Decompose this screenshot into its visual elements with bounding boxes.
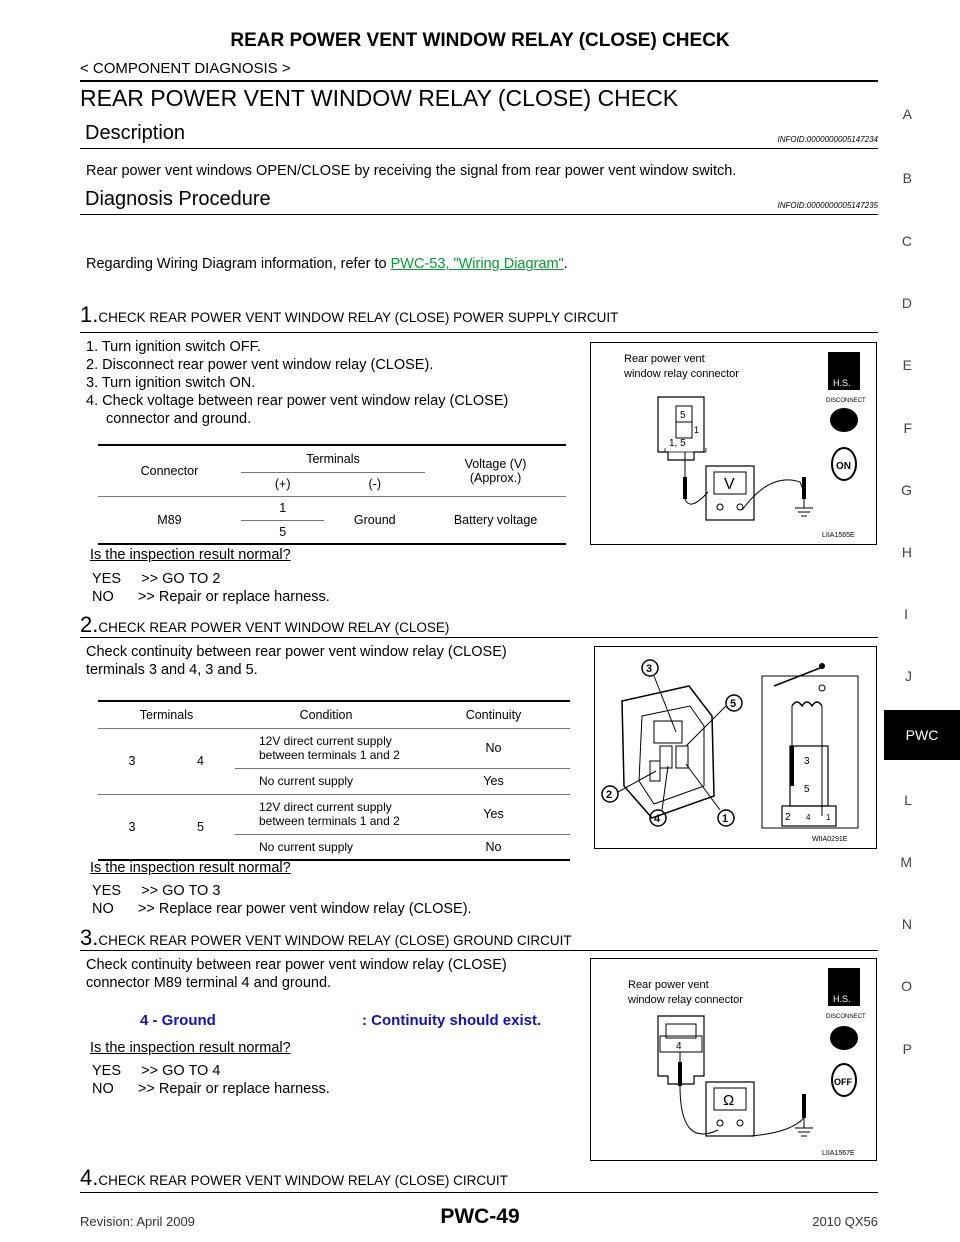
header-rule — [80, 80, 878, 82]
spec-right: : Continuity should exist. — [362, 1012, 542, 1029]
figure-relay-terminals — [594, 646, 878, 850]
voltage-check-diagram — [590, 342, 878, 546]
step1-question: Is the inspection result normal? — [90, 547, 291, 563]
step2-answers — [92, 882, 472, 918]
cell2-cont3: Yes — [417, 794, 570, 834]
fig3-hs: H.S. — [833, 994, 851, 1004]
th-terminals: Terminals — [241, 445, 425, 472]
relay-terminals-diagram — [594, 646, 878, 850]
cell-connector: M89 — [98, 496, 241, 544]
step1-item: 4. Check voltage between rear power vent window relay (CLOSE) — [86, 393, 509, 409]
cell-terminal-5: 5 — [241, 520, 325, 544]
step3-no: NO >> Repair or replace harness. — [92, 1081, 330, 1097]
th-minus: (-) — [324, 472, 425, 496]
side-tab-h[interactable]: H — [901, 544, 912, 560]
fig3-id: LIIA1567E — [822, 1150, 855, 1157]
diagnosis-rule — [80, 214, 878, 215]
side-tab-pwc[interactable]: PWC — [884, 710, 960, 760]
side-tab-p[interactable]: P — [902, 1041, 912, 1057]
fig1-key: ON — [836, 461, 851, 472]
fig2-box-1: 1 — [826, 813, 831, 822]
step1-voltage-table — [98, 444, 566, 545]
cond3-line1: 12V direct current supply — [259, 800, 392, 814]
breadcrumb: < COMPONENT DIAGNOSIS > — [80, 60, 291, 77]
fig3-disconnect: DISCONNECT — [826, 1014, 866, 1020]
step1-item: 3. Turn ignition switch ON. — [86, 375, 256, 391]
side-tab-l[interactable]: L — [904, 792, 912, 808]
fig1-hs: H.S. — [833, 378, 851, 388]
page-title: REAR POWER VENT WINDOW RELAY (CLOSE) CHECK — [80, 85, 679, 111]
step3-answers — [92, 1062, 330, 1098]
step1-heading — [80, 302, 618, 328]
cell2-cond4: No current supply — [235, 834, 417, 860]
cell2-a3: 3 — [98, 794, 166, 860]
cell2-cont2: Yes — [417, 768, 570, 794]
fig3-key: OFF — [834, 1077, 852, 1087]
step1-item: 1. Turn ignition switch OFF. — [86, 339, 261, 355]
step3-rule — [80, 950, 878, 951]
step3-yes: YES >> GO TO 4 — [92, 1063, 221, 1079]
step1-no: NO >> Repair or replace harness. — [92, 589, 330, 605]
step1-title: CHECK REAR POWER VENT WINDOW RELAY (CLOSE) POWER SUPPLY CIRCUIT — [98, 310, 619, 325]
step2-text1: Check continuity between rear power vent window relay (CLOSE) — [86, 644, 507, 660]
description-heading: Description — [85, 122, 186, 144]
step1-item: connector and ground. — [106, 411, 252, 427]
footer-model: 2010 QX56 — [812, 1214, 878, 1229]
side-tab-j[interactable]: J — [905, 668, 912, 684]
th-voltage — [425, 445, 566, 496]
th-connector: Connector — [98, 445, 241, 496]
cell2-cond2: No current supply — [235, 768, 417, 794]
step1-item: 2. Disconnect rear power vent window relay (CLOSE). — [86, 357, 434, 373]
side-tab-g[interactable]: G — [901, 482, 912, 498]
step4-heading — [80, 1165, 508, 1191]
side-tab-b[interactable]: B — [902, 170, 912, 186]
side-tab-a[interactable]: A — [902, 106, 912, 122]
fig2-id: WIIA0291E — [812, 836, 848, 843]
cond1-line2: between terminals 1 and 2 — [259, 748, 400, 762]
step3-heading — [80, 925, 572, 951]
fig2-box-4: 4 — [806, 813, 811, 822]
fig1-label1: Rear power vent — [624, 353, 705, 365]
th2-continuity: Continuity — [417, 701, 570, 728]
fig1-pin-b: 1 — [694, 425, 700, 435]
diagnosis-infoid: INFOID:0000000005147235 — [777, 201, 878, 210]
wiring-reference — [86, 255, 568, 273]
step3-text2: connector M89 terminal 4 and ground. — [86, 975, 332, 991]
th-plus: (+) — [241, 472, 325, 496]
cond1-line1: 12V direct current supply — [259, 734, 392, 748]
fig2-box-2: 2 — [785, 812, 791, 823]
fig1-disconnect: DISCONNECT — [826, 398, 866, 404]
step1-answers — [92, 570, 330, 606]
header-title: REAR POWER VENT WINDOW RELAY (CLOSE) CHECK — [230, 30, 730, 51]
cell2-a1: 3 — [98, 728, 166, 794]
step3-instructions — [86, 956, 576, 992]
ref-suffix: . — [563, 256, 568, 272]
step2-yes: YES >> GO TO 3 — [92, 883, 221, 899]
step2-number: 2. — [80, 612, 99, 637]
step2-instructions — [86, 643, 576, 679]
fig1-label2: window relay connector — [624, 368, 739, 380]
side-tab-n[interactable]: N — [901, 916, 912, 932]
description-infoid: INFOID:0000000005147234 — [777, 135, 878, 144]
step1-instructions — [86, 338, 508, 428]
figure-voltage-check — [590, 342, 878, 546]
cell2-cond1 — [235, 728, 417, 768]
step2-text2: terminals 3 and 4, 3 and 5. — [86, 662, 258, 678]
fig2-callout-3: 3 — [646, 663, 653, 675]
step3-question: Is the inspection result normal? — [90, 1040, 291, 1056]
spec-left: 4 - Ground — [140, 1012, 216, 1029]
th-voltage-approx: (Approx.) — [469, 470, 522, 485]
fig2-box-3: 3 — [804, 756, 810, 767]
step2-heading — [80, 612, 449, 638]
description-text: Rear power vent windows OPEN/CLOSE by receiving the signal from rear power vent window switch. — [86, 163, 737, 179]
step2-rule — [80, 637, 878, 638]
fig2-box-5: 5 — [804, 784, 810, 795]
step1-yes: YES >> GO TO 2 — [92, 571, 221, 587]
fig2-callout-2: 2 — [606, 789, 613, 801]
step4-number: 4. — [80, 1165, 99, 1190]
step2-continuity-table — [98, 700, 570, 861]
step3-text1: Check continuity between rear power vent window relay (CLOSE) — [86, 957, 507, 973]
side-tab-i[interactable]: I — [904, 606, 908, 622]
cell-voltage: Battery voltage — [425, 496, 566, 544]
th-voltage-label: Voltage (V) — [464, 456, 527, 471]
fig3-label1: Rear power vent — [628, 979, 709, 991]
step4-rule — [80, 1192, 878, 1193]
cond3-line2: between terminals 1 and 2 — [259, 814, 400, 828]
cell2-b3: 5 — [166, 794, 235, 860]
step3-number: 3. — [80, 925, 99, 950]
fig3-pin: 4 — [676, 1041, 682, 1052]
fig2-callout-4: 4 — [654, 813, 661, 825]
side-tab-o[interactable]: O — [901, 978, 912, 994]
description-rule — [80, 148, 878, 149]
step2-no: NO >> Replace rear power vent window relay (CLOSE). — [92, 901, 472, 917]
step2-title: CHECK REAR POWER VENT WINDOW RELAY (CLOSE) — [98, 620, 450, 635]
step1-number: 1. — [80, 302, 99, 327]
side-tab-f[interactable]: F — [903, 420, 912, 436]
ref-prefix: Regarding Wiring Diagram information, refer to — [86, 256, 391, 272]
fig1-pin-a: 5 — [680, 410, 686, 421]
fig2-callout-5: 5 — [730, 698, 737, 710]
footer-page-number: PWC-49 — [440, 1205, 520, 1228]
th2-condition: Condition — [235, 701, 417, 728]
cell-minus: Ground — [324, 496, 425, 544]
fig2-callout-1: 1 — [722, 813, 729, 825]
fig3-label2: window relay connector — [628, 994, 743, 1006]
side-tab-d[interactable]: D — [901, 295, 912, 311]
step1-rule — [80, 332, 878, 333]
fig1-pins-label: 1, 5 — [669, 438, 686, 449]
fig1-meter: V — [724, 476, 735, 493]
ground-check-diagram — [590, 958, 878, 1162]
figure-ground-check — [590, 958, 878, 1162]
cell2-b1: 4 — [166, 728, 235, 794]
step2-question: Is the inspection result normal? — [90, 860, 291, 876]
fig3-meter: Ω — [723, 1092, 735, 1109]
side-tab-m[interactable]: M — [900, 854, 912, 870]
side-tab-c[interactable]: C — [901, 233, 912, 249]
cell2-cont4: No — [417, 834, 570, 860]
fig1-id: LIIA1565E — [822, 532, 855, 539]
wiring-diagram-link[interactable]: PWC-53, "Wiring Diagram" — [390, 256, 564, 272]
step4-title: CHECK REAR POWER VENT WINDOW RELAY (CLOSE) CIRCUIT — [98, 1173, 508, 1188]
cell2-cont1: No — [417, 728, 570, 768]
step3-title: CHECK REAR POWER VENT WINDOW RELAY (CLOSE) GROUND CIRCUIT — [98, 933, 572, 948]
step3-spec — [140, 1012, 542, 1029]
diagnosis-heading: Diagnosis Procedure — [85, 188, 271, 210]
cell2-cond3 — [235, 794, 417, 834]
side-tab-e[interactable]: E — [902, 357, 912, 373]
footer-revision: Revision: April 2009 — [80, 1214, 195, 1229]
cell-terminal-1: 1 — [241, 496, 325, 520]
th2-terminals: Terminals — [98, 701, 235, 728]
